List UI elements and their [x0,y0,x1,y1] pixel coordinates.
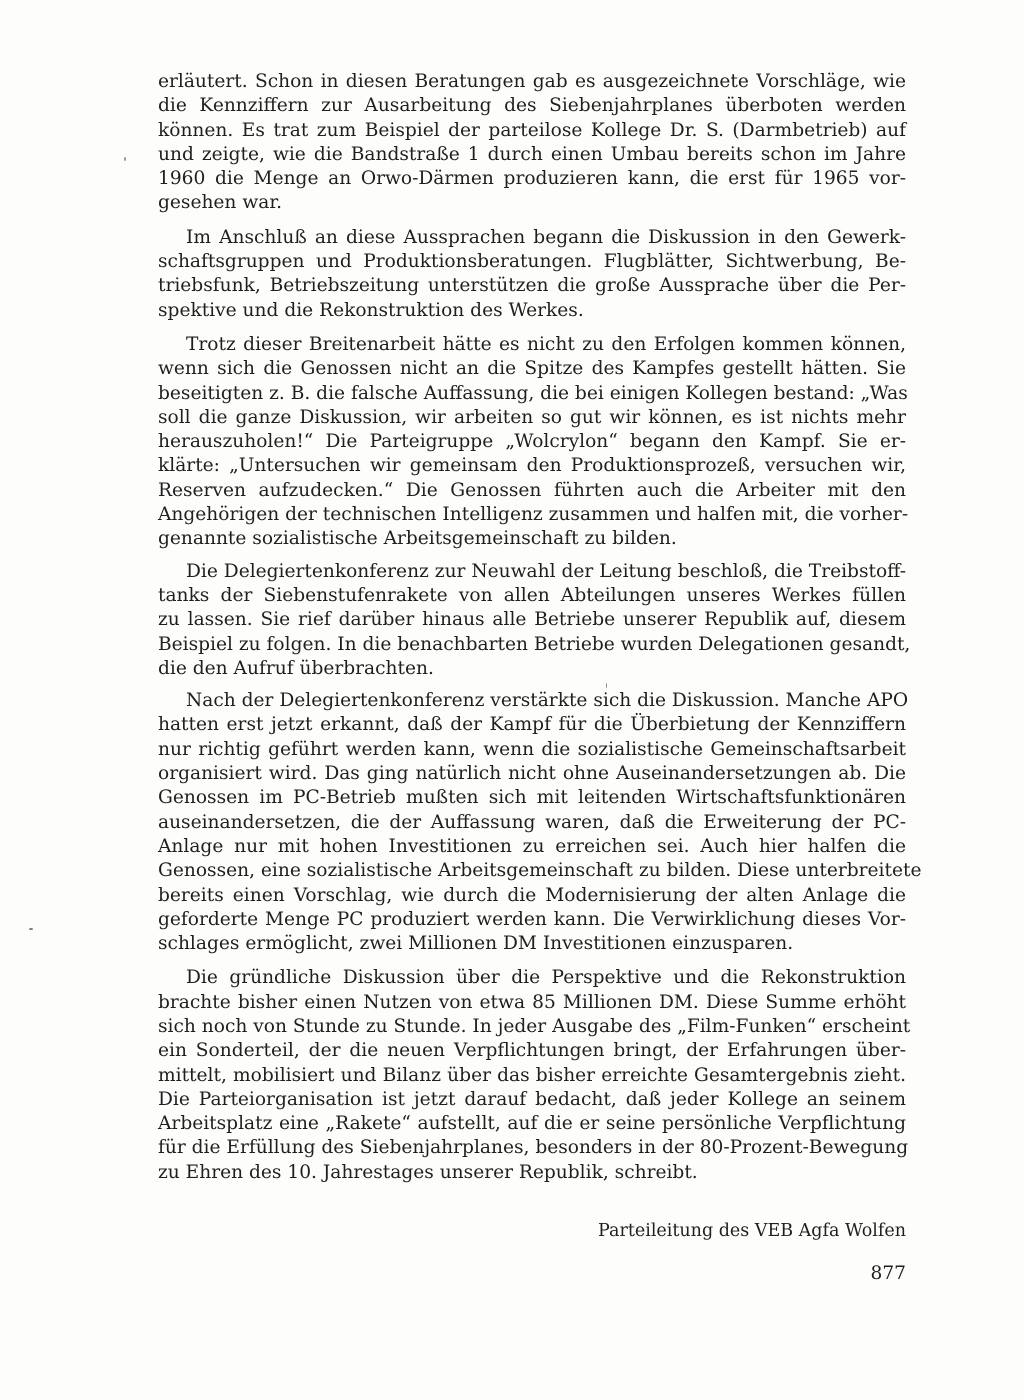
text-line: gesehen war. [158,192,283,214]
paragraph [158,689,922,956]
text-line: nur richtig geführt werden kann, wenn die sozialistische Gemeinschaftsarbeit [158,738,906,760]
text-line: bereits einen Vorschlag, wie durch die Modernisierung der alten Anlage die [158,884,906,906]
text-line: brachte bisher einen Nutzen von etwa 85 Millionen DM. Diese Summe erhöht [158,991,906,1013]
scan-speck [606,683,607,688]
text-line: tanks der Siebenstufenrakete von allen Abteilungen unseres Werkes füllen [158,584,906,606]
text-line: geforderte Menge PC produziert werden kann. Die Verwirklichung dieses Vor- [158,908,906,930]
text-line: Arbeitsplatz eine „Rakete“ aufstellt, auf die er seine persönliche Verpflichtung [158,1113,906,1135]
text-line: Beispiel zu folgen. In die benachbarten Betriebe wurden Delegationen gesandt, [158,633,911,655]
text-line: klärte: „Untersuchen wir gemeinsam den Produktionsprozeß, versuchen wir, [158,455,906,477]
text-line: 1960 die Menge an Orwo-Därmen produzieren kann, die erst für 1965 vor- [158,168,906,190]
scan-speck [124,157,126,161]
text-line: spektive und die Rekonstruktion des Werkes. [158,299,584,321]
text-line: genannte sozialistische Arbeitsgemeinschaft zu bilden. [158,528,677,550]
text-line: hatten erst jetzt erkannt, daß der Kampf für die Überbietung der Kennziffern [158,714,906,736]
text-line: schlages ermöglicht, zwei Millionen DM Investitionen einzusparen. [158,933,794,955]
text-line: organisiert wird. Das ging natürlich nicht ohne Auseinandersetzungen ab. Die [158,763,906,785]
text-line: mittelt, mobilisiert und Bilanz über das bisher erreichte Gesamtergebnis zieht. [158,1064,906,1086]
text-line: Genossen, eine sozialistische Arbeitsgemeinschaft zu bilden. Diese unterbreitete [158,860,922,882]
text-line: sich noch von Stunde zu Stunde. In jeder Ausgabe des „Film-Funken“ erscheint [158,1015,911,1037]
paragraph [158,966,911,1185]
text-line: Reserven aufzudecken.“ Die Genossen führten auch die Arbeiter mit den [158,479,906,501]
paragraph [158,560,911,681]
scan-speck [29,928,33,930]
text-line: Die Delegiertenkonferenz zur Neuwahl der Leitung beschloß, die Treibstoff- [186,560,906,582]
text-line: ein Sonderteil, der die neuen Verpflichtungen bringt, der Erfahrungen über- [158,1040,906,1062]
text-line: die Kennziffern zur Ausarbeitung des Siebenjahrplanes überboten werden [158,95,906,117]
text-line: schaftsgruppen und Produktionsberatungen. Flugblätter, Sichtwerbung, Be- [158,251,906,273]
text-line: Im Anschluß an diese Aussprachen begann die Diskussion in den Gewerk- [186,226,906,248]
paragraph [158,333,909,552]
text-line: und zeigte, wie die Bandstraße 1 durch einen Umbau bereits schon im Jahre [158,143,906,165]
paragraph [158,70,906,216]
text-line: zu lassen. Sie rief darüber hinaus alle Betriebe unserer Republik auf, diesem [158,609,906,631]
text-line: Genossen im PC-Betrieb mußten sich mit leitenden Wirtschaftsfunktionären [158,787,906,809]
text-line: erläutert. Schon in diesen Beratungen gab es ausgezeichnete Vorschläge, wie [158,71,906,92]
text-line: für die Erfüllung des Siebenjahrplanes, besonders in der 80-Prozent-Bewegung [158,1137,909,1159]
text-line: herauszuholen!“ Die Parteigruppe „Wolcrylon“ begann den Kampf. Sie er- [158,431,906,453]
text-line: Nach der Delegiertenkonferenz verstärkte sich die Diskussion. Manche APO [186,690,909,712]
text-line: soll die ganze Diskussion, wir arbeiten so gut wir können, es ist nichts mehr [158,406,906,428]
text-line: beseitigten z. B. die falsche Auffassung, die bei einigen Kollegen bestand: „Was [158,382,908,404]
text-line: auseinandersetzen, die der Auffassung waren, daß die Erweiterung der PC- [158,811,906,833]
text-line: die den Aufruf überbrachten. [158,657,434,679]
text-line: Die Parteiorganisation ist jetzt darauf bedacht, daß jeder Kollege an seinem [158,1088,906,1110]
text-line: Angehörigen der technischen Intelligenz zusammen und halfen mit, die vorher- [158,504,909,526]
signature-line: Parteileitung des VEB Agfa Wolfen [598,1221,906,1241]
text-line: wenn sich die Genossen nicht an die Spitze des Kampfes gestellt hätten. Sie [158,358,906,380]
text-line: Anlage nur mit hohen Investitionen zu erreichen sei. Auch hier halfen die [158,835,906,857]
text-line: zu Ehren des 10. Jahrestages unserer Republik, schreibt. [158,1161,698,1183]
page-number: 877 [870,1263,906,1284]
text-line: triebsfunk, Betriebszeitung unterstützen die große Aussprache über die Per- [158,275,906,297]
text-line: Die gründliche Diskussion über die Perspektive und die Rekonstruktion [186,967,906,989]
body-text [158,70,922,1185]
paragraph [158,226,906,323]
text-line: Trotz dieser Breitenarbeit hätte es nicht zu den Erfolgen kommen können, [186,333,906,355]
text-line: können. Es trat zum Beispiel der parteilose Kollege Dr. S. (Darmbetrieb) auf [158,119,906,141]
